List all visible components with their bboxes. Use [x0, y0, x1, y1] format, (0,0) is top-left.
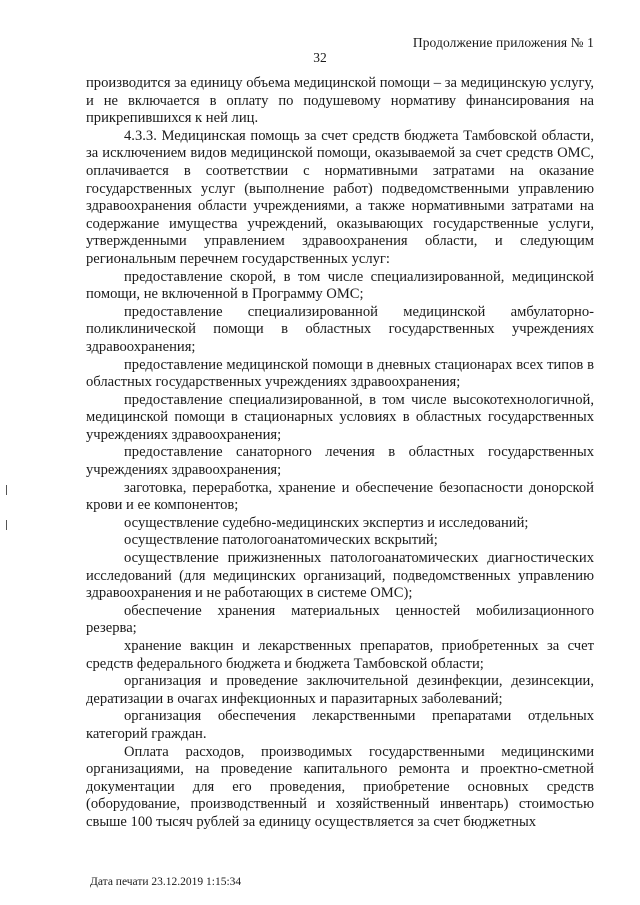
page-number: 32: [313, 50, 327, 65]
list-item: обеспечение хранения материальных ценностей мобилизационного резерва;: [86, 602, 594, 637]
paragraph: Оплата расходов, производимых государственными медицинскими организациями, на проведение капитального ремонта и проектно-сметной документации для его проведения, приобретение основных средств (оборудование, производственный и хозяйственный инвентарь) стоимостью свыше 100 тысяч рублей за единицу осуществляется за счет бюджетных: [86, 743, 594, 830]
list-item: осуществление судебно-медицинских экспертиз и исследований;: [124, 514, 529, 531]
list-item: заготовка, переработка, хранение и обеспечение безопасности донорской крови и ее компонентов;: [86, 479, 594, 514]
list-item: организация и проведение заключительной дезинфекции, дезинсекции, дератизации в очагах инфекционных и паразитарных заболеваний;: [86, 673, 594, 707]
list-item: хранение вакцин и лекарственных препаратов, приобретенных за счет средств федерального бюджета и бюджета Тамбовской области;: [86, 638, 594, 672]
paragraph: производится за единицу объема медицинской помощи – за медицинскую услугу, и не включается в оплату по подушевому нормативу финансирования на прикрепившихся к ней лиц.: [86, 75, 594, 127]
appendix-continuation-label: Продолжение приложения № 1: [412, 35, 594, 50]
paragraph: 4.3.3. Медицинская помощь за счет средств бюджета Тамбовской области, за исключением видов медицинской помощи, оказываемой за счет средств ОМС, оплачивается в соответствии с нормативными затратами на оказание государственных услуг (выполнение работ) подведомственными управлению здравоохранения области учреждениями, а также нормативными затратами на содержание имущества учреждений, оказывающих государственные услуги, утвержденными управлением здравоохранения области, и следующим региональным перечнем государственных услуг:: [86, 127, 594, 267]
list-item: предоставление специализированной медицинской амбулаторно-поликлинической помощи в областных государственных учреждениях здравоохранения;: [86, 303, 594, 355]
list-item: организация обеспечения лекарственными препаратами отдельных категорий граждан.: [86, 708, 594, 742]
list-item: предоставление медицинской помощи в дневных стационарах всех типов в областных государственных учреждениях здравоохранения;: [86, 356, 594, 391]
list-item: предоставление санаторного лечения в областных государственных учреждениях здравоохранения;: [86, 444, 594, 479]
list-item: предоставление специализированной, в том числе высокотехнологичной, медицинской помощи в стационарных условиях в областных государственных учреждениях здравоохранения;: [86, 391, 594, 443]
list-item: осуществление патологоанатомических вскрытий;: [124, 532, 438, 549]
list-item: предоставление скорой, в том числе специализированной, медицинской помощи, не включенной в Программу ОМС;: [86, 268, 594, 303]
scan-margin-mark: [6, 520, 7, 530]
list-item: осуществление прижизненных патологоанатомических диагностических исследований (для медицинских организаций, подведомственных управлению здравоохранения и не работающих в системе ОМС);: [86, 550, 594, 602]
document-body: [86, 75, 594, 832]
scan-margin-mark: [6, 485, 7, 495]
print-date-footer: Дата печати 23.12.2019 1:15:34: [90, 876, 242, 888]
